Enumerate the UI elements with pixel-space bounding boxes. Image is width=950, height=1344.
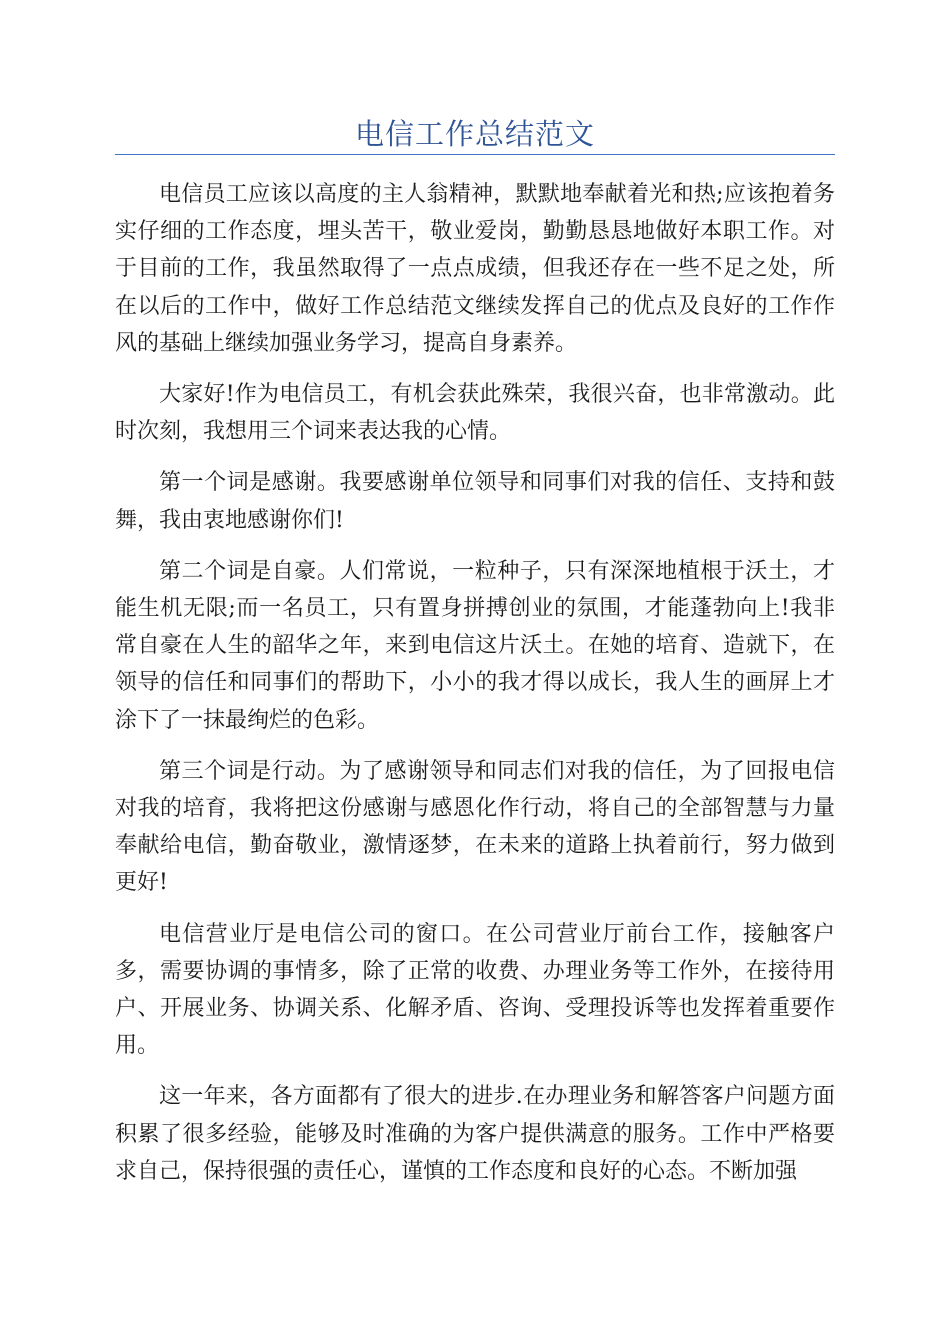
paragraph: 第三个词是行动。为了感谢领导和同志们对我的信任，为了回报电信对我的培育，我将把这份感谢与感恩化作行动，将自己的全部智慧与力量奉献给电信，勤奋敬业，激情逐梦，在未来的道路上执着前行，努力做到更好!: [115, 758, 835, 896]
paragraph: 电信营业厅是电信公司的窗口。在公司营业厅前台工作，接触客户多，需要协调的事情多，除了正常的收费、办理业务等工作外，在接待用户、开展业务、协调关系、化解矛盾、咨询、受理投诉等也发挥着重要作用。: [115, 921, 835, 1059]
document-body: [115, 176, 835, 1204]
document-title: 电信工作总结范文: [354, 117, 595, 151]
paragraph: 电信员工应该以高度的主人翁精神，默默地奉献着光和热;应该抱着务实仔细的工作态度，埋头苦干，敬业爱岗，勤勤恳恳地做好本职工作。对于目前的工作，我虽然取得了一点点成绩，但我还存在一些不足之处，所在以后的工作中，做好工作总结范文继续发挥自己的优点及良好的工作作风的基础上继续加强业务学习，提高自身素养。: [115, 182, 835, 356]
paragraph: 第一个词是感谢。我要感谢单位领导和同事们对我的信任、支持和鼓舞，我由衷地感谢你们!: [115, 470, 835, 533]
paragraph: 第二个词是自豪。人们常说，一粒种子，只有深深地植根于沃土，才能生机无限;而一名员工，只有置身拼搏创业的氛围，才能蓬勃向上!我非常自豪在人生的韶华之年，来到电信这片沃土。在她的培育、造就下，在领导的信任和同事们的帮助下，小小的我才得以成长，我人生的画屏上才涂下了一抹最绚烂的色彩。: [115, 558, 835, 733]
title-underline: [115, 154, 835, 155]
paragraph: 这一年来，各方面都有了很大的进步.在办理业务和解答客户问题方面积累了很多经验，能够及时准确的为客户提供满意的服务。工作中严格要求自己，保持很强的责任心，谨慎的工作态度和良好的心态。不断加强: [115, 1084, 835, 1184]
paragraph: 大家好!作为电信员工，有机会获此殊荣，我很兴奋，也非常激动。此时次刻，我想用三个词来表达我的心情。: [115, 382, 835, 445]
